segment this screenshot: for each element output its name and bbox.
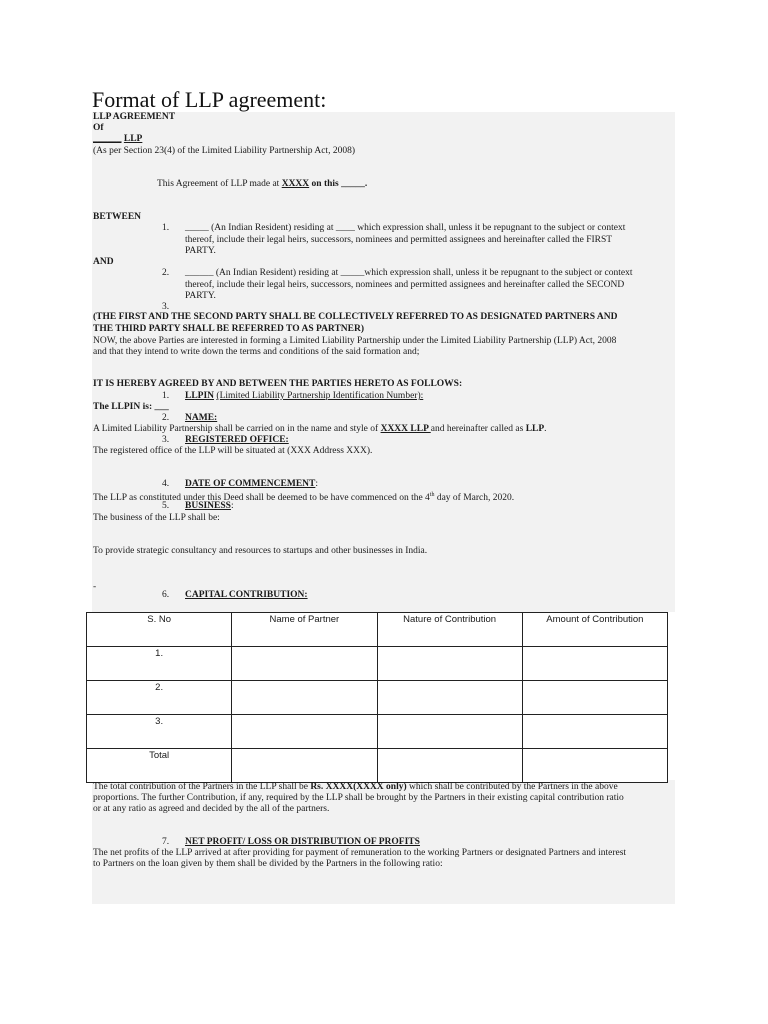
section1-subtitle: (Limited Liability Partnership Identification Number): — [216, 391, 424, 401]
act-reference: (As per Section 23(4) of the Limited Liability Partnership Act, 2008) — [93, 146, 355, 156]
name-clause — [93, 424, 547, 435]
section1-title: LLPIN — [185, 391, 215, 401]
business-text: The business of the LLP shall be: — [93, 513, 220, 523]
table-row — [87, 647, 668, 681]
intro-date: _____. — [341, 179, 368, 189]
total-label: Total — [87, 749, 232, 783]
page-title: Format of LLP agreement: — [92, 87, 327, 112]
intro-line — [157, 179, 367, 190]
row2-sno: 2. — [87, 681, 232, 715]
section4-colon: : — [315, 479, 318, 489]
row3-sno: 3. — [87, 715, 232, 749]
total-nature — [377, 749, 522, 783]
contribution-line3: or at any ratio as agreed and decided by the all of the partners. — [93, 804, 330, 814]
row1-amount — [522, 647, 667, 681]
commence-end: day of March, 2020. — [434, 493, 515, 504]
llp-label: LLP — [123, 134, 143, 144]
section3-title: REGISTERED OFFICE: — [185, 435, 289, 445]
between-label: BETWEEN — [93, 212, 142, 222]
table-row — [87, 715, 668, 749]
section4-number: 4. — [162, 479, 170, 489]
party2-line2: thereof, include their legal heirs, successors, nominees and permitted assignees and hereinafter called the SECOND — [185, 280, 625, 290]
intro-mid: on this — [309, 179, 342, 189]
name-value: XXXX LLP — [380, 424, 431, 434]
name-post: and hereinafter called as — [430, 424, 526, 434]
business-description: To provide strategic consultancy and resources to startups and other businesses in India. — [93, 546, 428, 556]
collective-line2: THE THIRD PARTY SHALL BE REFERRED TO AS PARTNER) — [93, 324, 365, 334]
section2-number: 2. — [162, 413, 170, 423]
section6-number: 6. — [162, 590, 170, 600]
name-llp: LLP — [525, 424, 545, 434]
party3-number: 3. — [162, 302, 170, 312]
commence-text — [93, 490, 514, 504]
name-pre: A Limited Liability Partnership shall be carried on in the name and style of — [93, 424, 381, 434]
section6-title: CAPITAL CONTRIBUTION: — [185, 590, 308, 600]
header-sno: S. No — [87, 613, 232, 647]
contribution-amount: Rs. XXXX(XXXX only) — [310, 782, 407, 792]
capital-contribution-table — [86, 612, 668, 783]
contribution-line2: proportions. The further Contribution, if any, required by the LLP shall be brought by the Partners in their existing capital contribution ratio — [93, 793, 624, 803]
row1-sno: 1. — [87, 647, 232, 681]
table-header-row — [87, 613, 668, 647]
now-line1: NOW, the above Parties are interested in forming a Limited Liability Partnership under the Limited Liability Partnership (LLP) Act, 2008 — [93, 336, 617, 346]
contribution-post: which shall be contributed by the Partners in the above — [406, 782, 618, 792]
section1-heading — [185, 391, 423, 402]
dash-mark: - — [93, 582, 97, 592]
party2-line3: PARTY. — [185, 291, 216, 301]
section5-title: BUSINESS — [185, 501, 231, 511]
intro-place: XXXX — [281, 179, 310, 189]
section4-title: DATE OF COMMENCEMENT — [185, 479, 316, 489]
llp-name-blank: ______ — [93, 134, 122, 144]
table-row — [87, 681, 668, 715]
name-end: . — [544, 424, 547, 434]
party1-line1: _____ (An Indian Resident) residing at ____ which expression shall, unless it be repugnant to the subject or context — [185, 223, 626, 233]
row3-amount — [522, 715, 667, 749]
section5-number: 5. — [162, 501, 170, 511]
office-text: The registered office of the LLP will be situated at (XXX Address XXX). — [93, 446, 373, 456]
llpin-label: The LLPIN is: ___ — [93, 402, 169, 412]
and-label: AND — [93, 257, 114, 267]
row3-partner — [232, 715, 377, 749]
total-amount — [522, 749, 667, 783]
profits-line1: The net profits of the LLP arrived at after providing for payment of remuneration to the working Partners or designated Partners and interest — [93, 848, 627, 858]
contribution-line1 — [93, 782, 618, 793]
section5-heading — [185, 501, 234, 512]
agreed-heading: IT IS HEREBY AGREED BY AND BETWEEN THE PARTIES HERETO AS FOLLOWS: — [93, 379, 463, 389]
section2-title: NAME: — [185, 413, 218, 423]
llp-name-line — [93, 134, 142, 145]
agreement-of: Of — [93, 123, 104, 133]
section5-colon: : — [230, 501, 234, 511]
party2-line1: ______ (An Indian Resident) residing at _____which expression shall, unless it be repugnant to the subject or context — [185, 268, 633, 278]
section1-number: 1. — [162, 391, 170, 401]
header-partner-name: Name of Partner — [232, 613, 377, 647]
table-row-total — [87, 749, 668, 783]
row1-partner — [232, 647, 377, 681]
intro-pre: This Agreement of LLP made at — [157, 179, 282, 189]
profits-line2: to Partners on the loan given by them shall be divided by the Partners in the following ratio: — [93, 859, 443, 869]
now-line2: and that they intend to write down the terms and conditions of the said formation and; — [93, 347, 420, 357]
section3-number: 3. — [162, 435, 170, 445]
row2-amount — [522, 681, 667, 715]
party1-line2: thereof, include their legal heirs, successors, nominees and permitted assignees and hereinafter called the FIRST — [185, 235, 613, 245]
section7-number: 7. — [162, 837, 170, 847]
row3-nature — [377, 715, 522, 749]
row2-partner — [232, 681, 377, 715]
row2-nature — [377, 681, 522, 715]
header-amount: Amount of Contribution — [522, 613, 667, 647]
section4-heading — [185, 479, 318, 490]
commence-sup: th — [429, 492, 435, 498]
header-nature: Nature of Contribution — [377, 613, 522, 647]
party1-number: 1. — [162, 223, 170, 233]
party1-line3: PARTY. — [185, 246, 216, 256]
row1-nature — [377, 647, 522, 681]
party2-number: 2. — [162, 268, 170, 278]
contribution-pre: The total contribution of the Partners in the LLP shall be — [93, 782, 311, 792]
total-partner — [232, 749, 377, 783]
collective-line1: (THE FIRST AND THE SECOND PARTY SHALL BE COLLECTIVELY REFERRED TO AS DESIGNATED PARTNERS AND — [93, 312, 618, 322]
commence-pre: The LLP as constituted under this Deed shall be deemed to be have commenced on the 4 — [93, 493, 430, 504]
section7-title: NET PROFIT/ LOSS OR DISTRIBUTION OF PROFITS — [185, 837, 420, 847]
agreement-heading: LLP AGREEMENT — [93, 112, 176, 122]
